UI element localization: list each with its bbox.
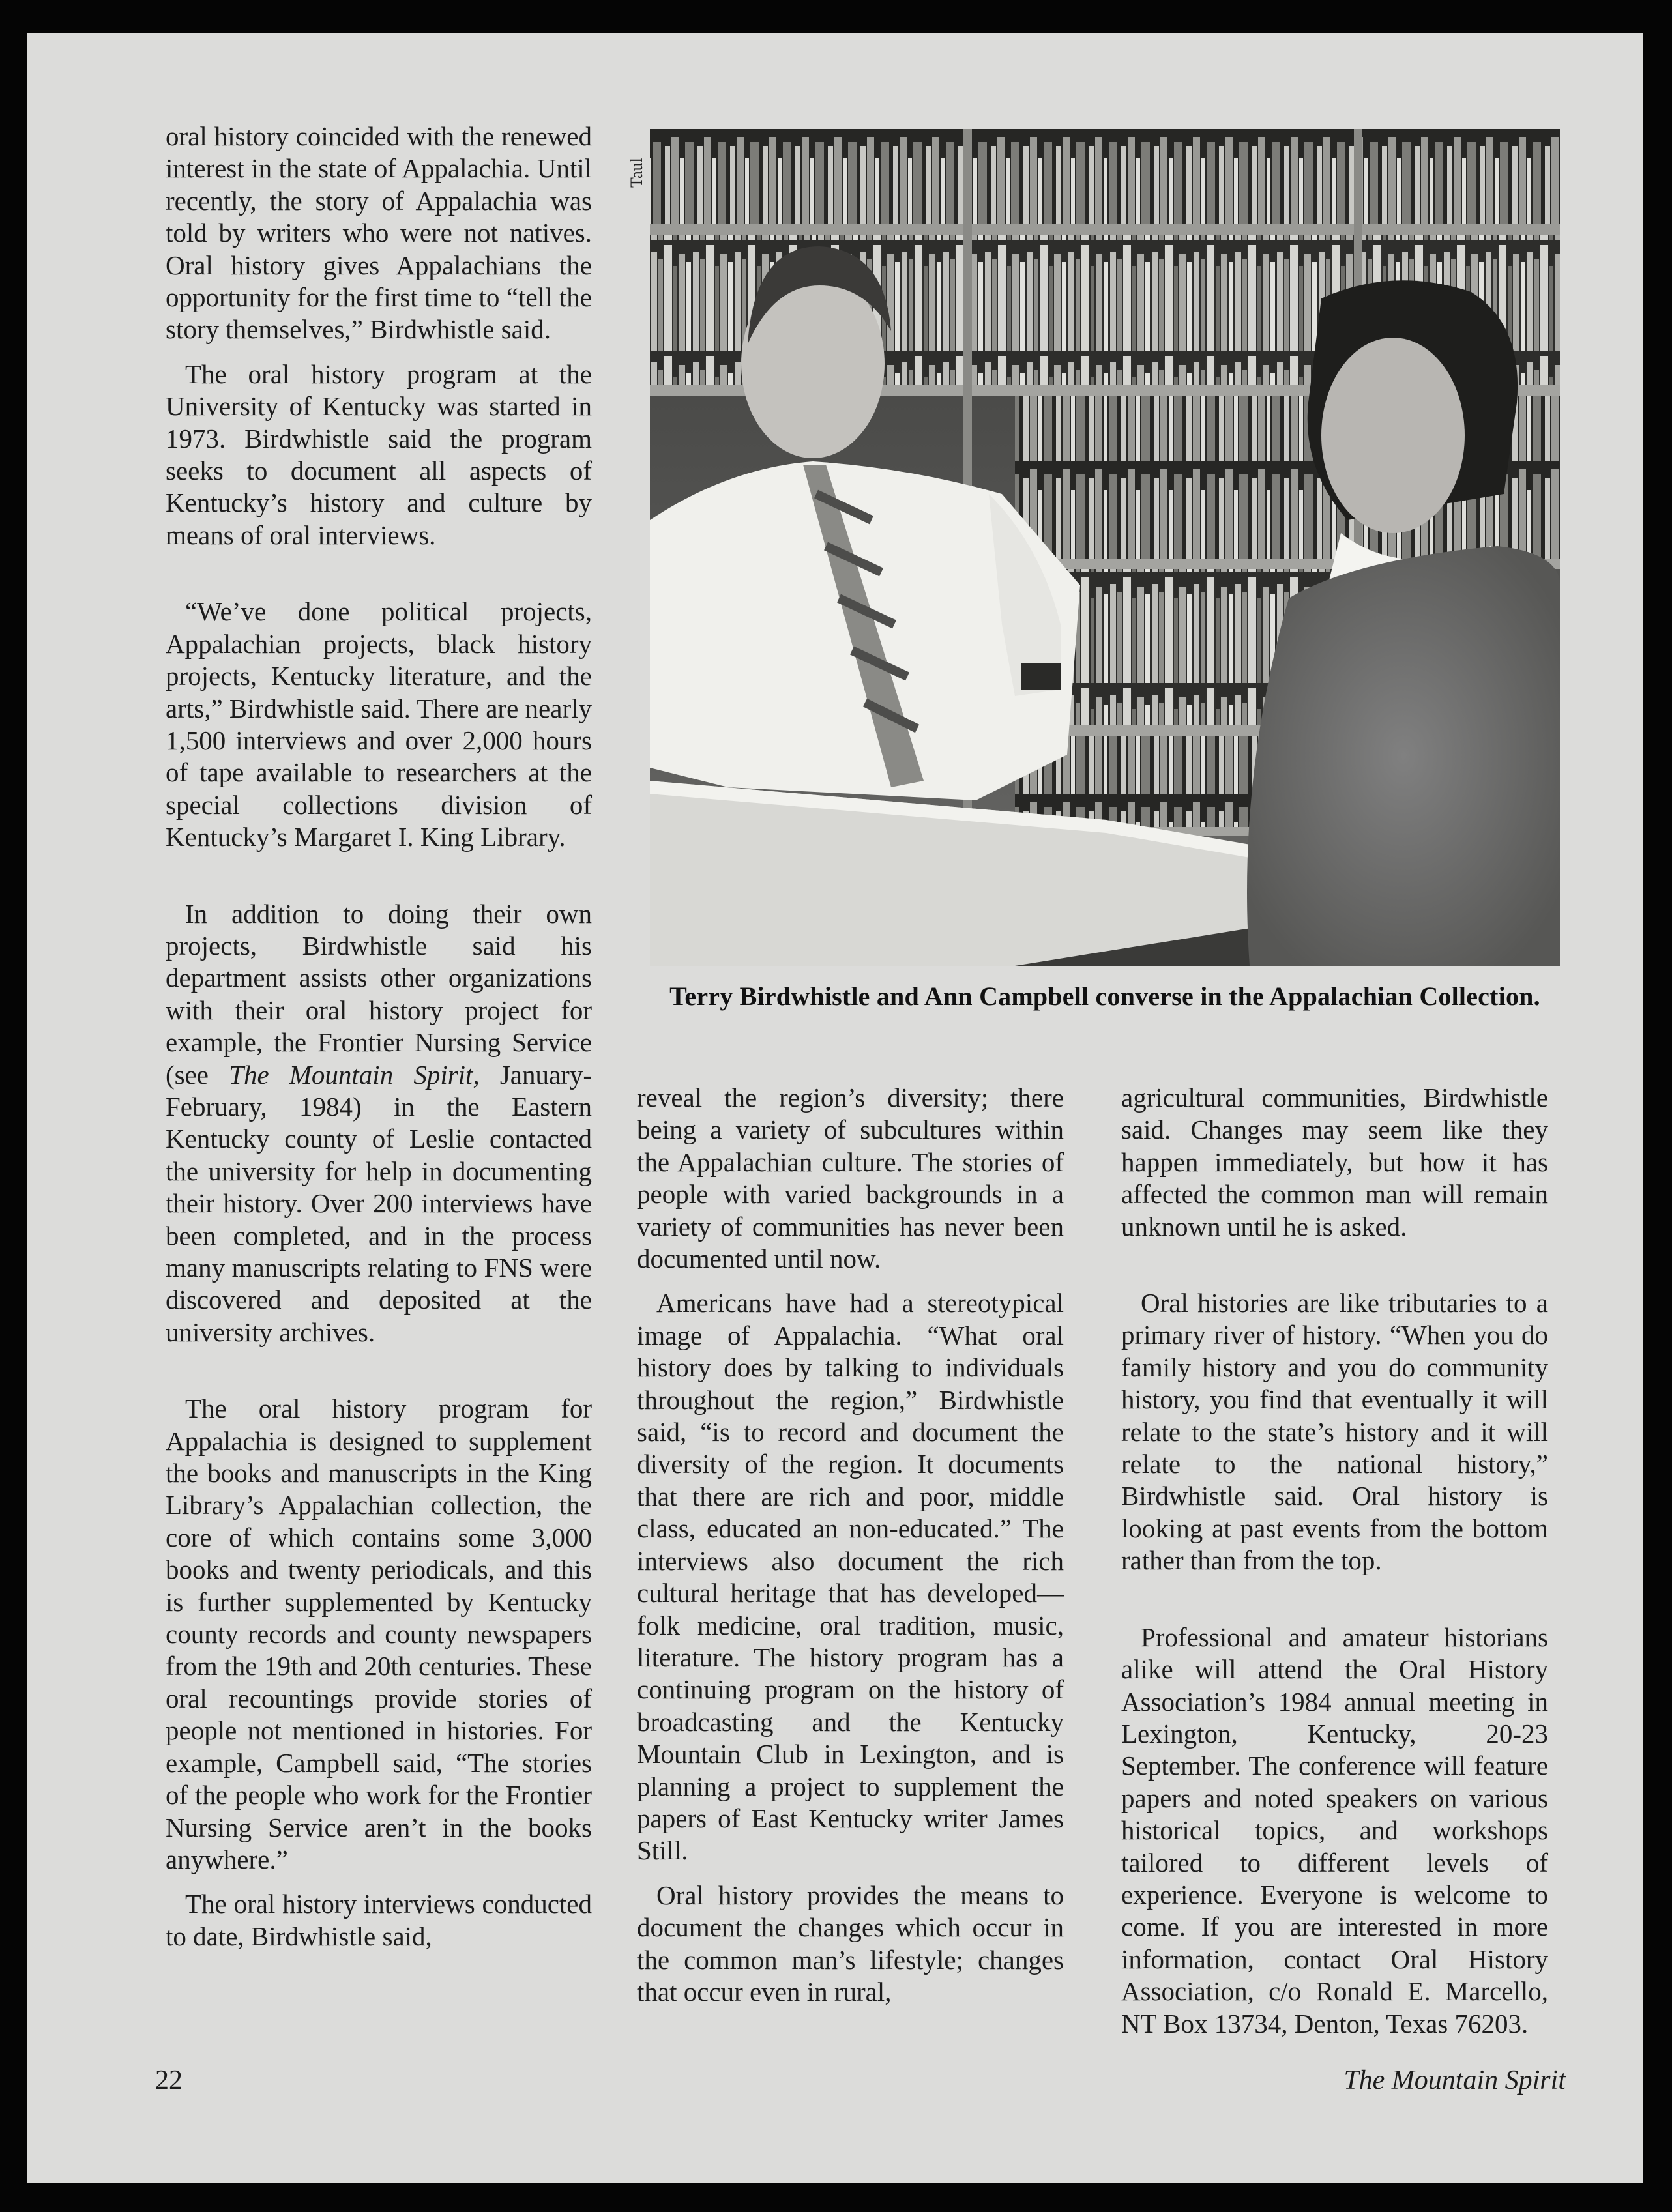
article-column-1 xyxy=(166,121,592,1953)
magazine-page xyxy=(27,33,1643,2183)
paragraph: Americans have had a stereotypical image of Appalachia. “What oral history does by talking to individuals throughout the region,” Birdwhistle said, “is to record and document the diversity of the region. It documents that there are rich and poor, middle class, educated an non-educated.” The interviews also document the rich cultural heritage that has developed—folk medicine, oral tradition, music, literature. The history program has a continuing program on the history of broadcasting and the Kentucky Mountain Club in Lexington, and is planning a project to supplement the papers of East Kentucky writer James Still. xyxy=(637,1288,1064,1866)
paragraph: Oral history provides the means to document the changes which occur in the common man’s lifestyle; changes that occur even in rural, xyxy=(637,1880,1064,2007)
article-column-2 xyxy=(637,1082,1064,2008)
photo-credit: Taul xyxy=(627,158,646,188)
publication-title-italic: The Mountain Spirit, xyxy=(229,1059,480,1090)
paragraph: The oral history program for Appalachia is designed to supplement the books and manuscripts in the King Library’s Appalachian collection, the core of which contains some 3,000 books and twenty periodicals, and this is further supplemented by Kentucky county records and county newspapers from the 19th and 20th centuries. These oral recountings provide stories of people not mentioned in histories. For example, Campbell said, “The stories of the people who work for the Frontier Nursing Service aren’t in the books anywhere.” xyxy=(166,1393,592,1874)
paragraph: agricultural communities, Birdwhistle said. Changes may seem like they happen immediately, but how it has affected the common man will remain unknown until he is asked. xyxy=(1121,1083,1548,1242)
paragraph: Oral histories are like tributaries to a primary river of history. “When you do family history and you do community history, you find that eventually it will relate to the state’s history and it will relate to the national history,” Birdwhistle said. Oral history is looking at past events from the bottom rather than from the top. xyxy=(1121,1288,1548,1576)
paragraph: The oral history interviews conducted to date, Birdwhistle said, xyxy=(166,1889,592,1951)
paragraph xyxy=(166,898,592,1349)
paragraph: “We’ve done political projects, Appalachian projects, black history projects, Kentucky literature, and the arts,” Birdwhistle said. There are nearly 1,500 interviews and over 2,000 hours of tape available to researchers at the special collections division of Kentucky’s Margaret I. King Library. xyxy=(166,596,592,852)
paragraph: reveal the region’s diversity; there being a variety of subcultures within the Appalachian culture. The stories of people with varied backgrounds in a variety of communities has never been documented until now. xyxy=(637,1083,1064,1274)
photo-illustration xyxy=(650,129,1560,966)
photo-caption: Terry Birdwhistle and Ann Campbell converse in the Appalachian Collection. xyxy=(669,982,1540,1011)
paragraph: oral history coincided with the renewed interest in the state of Appalachia. Until recently, the story of Appalachia was told by writers who were not natives. Oral history gives Appalachians the opportunity for the first time to “tell the story themselves,” Birdwhistle said. xyxy=(166,121,592,345)
paragraph: Professional and amateur historians alike will attend the Oral History Association’s 1984 annual meeting in Lexington, Kentucky, 20-23 September. The conference will feature papers and noted speakers on various historical topics, and workshops tailored to different levels of experience. Everyone is welcome to come. If you are interested in more information, contact Oral History Association, c/o Ronald E. Marcello, NT Box 13734, Denton, Texas 76203. xyxy=(1121,1622,1548,2039)
library-photo xyxy=(650,129,1560,966)
text-run: January-February, 1984) in the Eastern Kentucky county of Leslie contacted the university for help in documenting their history. Over 200 interviews have been completed, and in the process many manuscripts relating to FNS were discovered and deposited at the university archives. xyxy=(166,1059,592,1347)
article-column-3 xyxy=(1121,1082,1548,2040)
publication-name: The Mountain Spirit xyxy=(1343,2065,1566,2095)
paragraph: The oral history program at the University of Kentucky was started in 1973. Birdwhistle said the program seeks to document all aspects of Kentucky’s history and culture by means of oral interviews. xyxy=(166,358,592,550)
text-run: In addition to doing their own projects, Birdwhistle said his department assists other organizations with their oral history project for example, the Frontier Nursing Service (see xyxy=(166,898,592,1090)
page-number: 22 xyxy=(155,2065,183,2095)
